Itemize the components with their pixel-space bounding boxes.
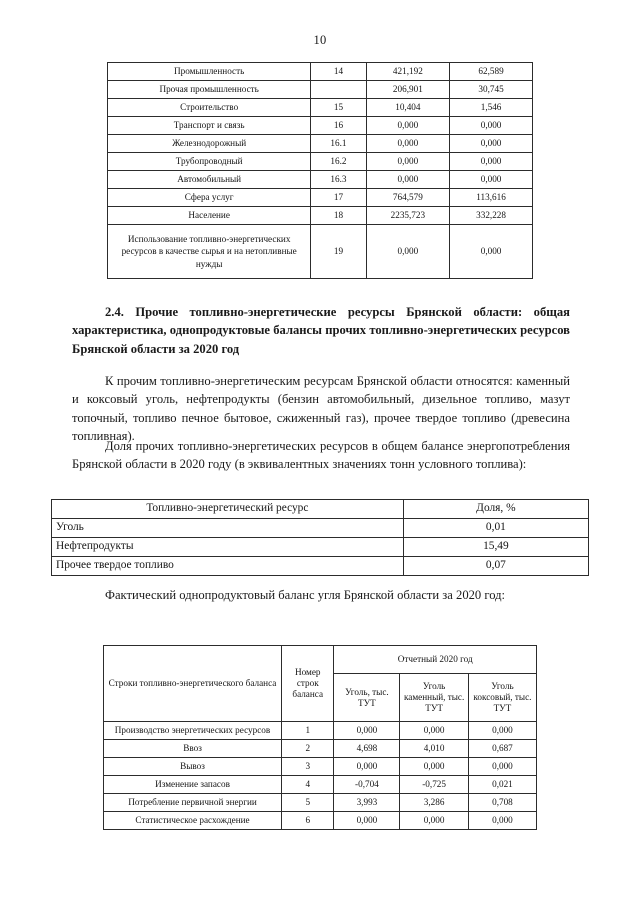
value-coal-hard: 0,000 — [400, 758, 468, 776]
energy-consumption-table — [107, 62, 533, 279]
value-coal-hard: 3,286 — [400, 794, 468, 812]
row-value-2: 0,000 — [450, 153, 533, 171]
table-row — [52, 538, 589, 557]
paragraph-other-resources: К прочим топливно-энергетическим ресурсам Брянской области относятся: каменный и коксовый уголь, нефтепродукты (бензин автомобильный, дизельное топливо, мазут топочный, топливо печное бытовое, сжиженный газ), прочее твердое топливо (древесина топливная). — [72, 374, 570, 443]
balance-row-number: 3 — [282, 758, 334, 776]
row-label: Строительство — [108, 99, 311, 117]
table-row — [108, 81, 533, 99]
row-number — [311, 81, 366, 99]
table-row — [52, 557, 589, 576]
table-body — [108, 63, 533, 279]
table-row — [108, 207, 533, 225]
value-coal-coke: 0,708 — [468, 794, 536, 812]
coal-balance-table — [103, 645, 537, 830]
table-row — [104, 740, 537, 758]
row-number: 17 — [311, 189, 366, 207]
resource-share: 15,49 — [403, 538, 588, 557]
row-label: Население — [108, 207, 311, 225]
row-value-2: 0,000 — [450, 135, 533, 153]
row-label: Транспорт и связь — [108, 117, 311, 135]
row-number: 16.2 — [311, 153, 366, 171]
table-body — [52, 519, 589, 576]
balance-row-label: Статистическое расхождение — [104, 812, 282, 830]
value-coal-hard: 4,010 — [400, 740, 468, 758]
table-row — [108, 135, 533, 153]
table-row — [104, 794, 537, 812]
balance-row-label: Потребление первичной энергии — [104, 794, 282, 812]
table-row — [104, 758, 537, 776]
resource-share: 0,01 — [403, 519, 588, 538]
column-header-coal-coke: Уголь коксовый, тыс. ТУТ — [468, 674, 536, 722]
paragraph-coal-balance-intro: Фактический однопродуктовый баланс угля Брянской области за 2020 год: — [105, 588, 506, 602]
row-value-2: 113,616 — [450, 189, 533, 207]
row-value-1: 206,901 — [366, 81, 450, 99]
page-number: 10 — [313, 33, 327, 47]
resource-name: Нефтепродукты — [52, 538, 404, 557]
row-number: 16.1 — [311, 135, 366, 153]
row-value-2: 0,000 — [450, 225, 533, 279]
balance-row-label: Производство энергетических ресурсов — [104, 722, 282, 740]
row-number: 18 — [311, 207, 366, 225]
row-value-1: 10,404 — [366, 99, 450, 117]
value-coal-coke: 0,687 — [468, 740, 536, 758]
balance-row-number: 4 — [282, 776, 334, 794]
table-row — [104, 776, 537, 794]
table-row — [108, 117, 533, 135]
resource-name: Прочее твердое топливо — [52, 557, 404, 576]
balance-row-label: Изменение запасов — [104, 776, 282, 794]
table-row — [52, 519, 589, 538]
column-header-coal-total: Уголь, тыс. ТУТ — [334, 674, 400, 722]
column-header-coal-hard: Уголь каменный, тыс. ТУТ — [400, 674, 468, 722]
value-coal-total: 0,000 — [334, 812, 400, 830]
row-value-2: 62,589 — [450, 63, 533, 81]
value-coal-coke: 0,000 — [468, 812, 536, 830]
table-row — [108, 153, 533, 171]
row-value-1: 0,000 — [366, 171, 450, 189]
row-value-1: 764,579 — [366, 189, 450, 207]
resource-share-table — [51, 499, 589, 576]
balance-row-number: 6 — [282, 812, 334, 830]
value-coal-coke: 0,021 — [468, 776, 536, 794]
row-value-2: 1,546 — [450, 99, 533, 117]
table-head — [104, 646, 537, 722]
value-coal-total: 0,000 — [334, 758, 400, 776]
value-coal-hard: 0,000 — [400, 722, 468, 740]
balance-row-number: 5 — [282, 794, 334, 812]
section-heading: 2.4. Прочие топливно-энергетические ресурсы Брянской области: общая характеристика, однопродуктовые балансы прочих топливно-энергетических ресурсов Брянской области за 2020 год — [72, 305, 570, 356]
value-coal-total: 0,000 — [334, 722, 400, 740]
table-header-row-top — [104, 646, 537, 674]
value-coal-hard: -0,725 — [400, 776, 468, 794]
table-row — [108, 63, 533, 81]
row-number: 19 — [311, 225, 366, 279]
value-coal-total: -0,704 — [334, 776, 400, 794]
row-value-1: 0,000 — [366, 225, 450, 279]
table-row — [104, 812, 537, 830]
row-label: Автомобильный — [108, 171, 311, 189]
row-value-1: 2235,723 — [366, 207, 450, 225]
table-header-row — [52, 500, 589, 519]
row-number: 16.3 — [311, 171, 366, 189]
row-label: Промышленность — [108, 63, 311, 81]
balance-row-number: 2 — [282, 740, 334, 758]
table-row — [108, 99, 533, 117]
value-coal-hard: 0,000 — [400, 812, 468, 830]
value-coal-total: 3,993 — [334, 794, 400, 812]
resource-share: 0,07 — [403, 557, 588, 576]
row-number: 16 — [311, 117, 366, 135]
row-value-2: 30,745 — [450, 81, 533, 99]
row-value-1: 0,000 — [366, 117, 450, 135]
row-number: 14 — [311, 63, 366, 81]
column-header-reporting-year: Отчетный 2020 год — [334, 646, 537, 674]
table-body — [104, 722, 537, 830]
table-row — [108, 225, 533, 279]
row-number: 15 — [311, 99, 366, 117]
balance-row-label: Вывоз — [104, 758, 282, 776]
column-header-resource: Топливно-энергетический ресурс — [52, 500, 404, 519]
column-header-row-number: Номер строк баланса — [282, 646, 334, 722]
paragraph-share-intro: Доля прочих топливно-энергетических ресурсов в общем балансе энергопотребления Брянской области в 2020 году (в эквивалентных значениях тонн условного топлива): — [72, 439, 570, 472]
row-value-1: 421,192 — [366, 63, 450, 81]
balance-row-number: 1 — [282, 722, 334, 740]
row-value-1: 0,000 — [366, 135, 450, 153]
row-label: Сфера услуг — [108, 189, 311, 207]
row-label: Использование топливно-энергетических ресурсов в качестве сырья и на нетопливные нужды — [108, 225, 311, 279]
column-header-balance-rows: Строки топливно-энергетического баланса — [104, 646, 282, 722]
row-label: Трубопроводный — [108, 153, 311, 171]
row-value-2: 332,228 — [450, 207, 533, 225]
column-header-share: Доля, % — [403, 500, 588, 519]
row-label: Прочая промышленность — [108, 81, 311, 99]
row-label: Железнодорожный — [108, 135, 311, 153]
resource-name: Уголь — [52, 519, 404, 538]
row-value-2: 0,000 — [450, 117, 533, 135]
value-coal-coke: 0,000 — [468, 758, 536, 776]
value-coal-total: 4,698 — [334, 740, 400, 758]
balance-row-label: Ввоз — [104, 740, 282, 758]
row-value-1: 0,000 — [366, 153, 450, 171]
table-row — [108, 171, 533, 189]
value-coal-coke: 0,000 — [468, 722, 536, 740]
row-value-2: 0,000 — [450, 171, 533, 189]
table-head — [52, 500, 589, 519]
table-row — [108, 189, 533, 207]
table-row — [104, 722, 537, 740]
